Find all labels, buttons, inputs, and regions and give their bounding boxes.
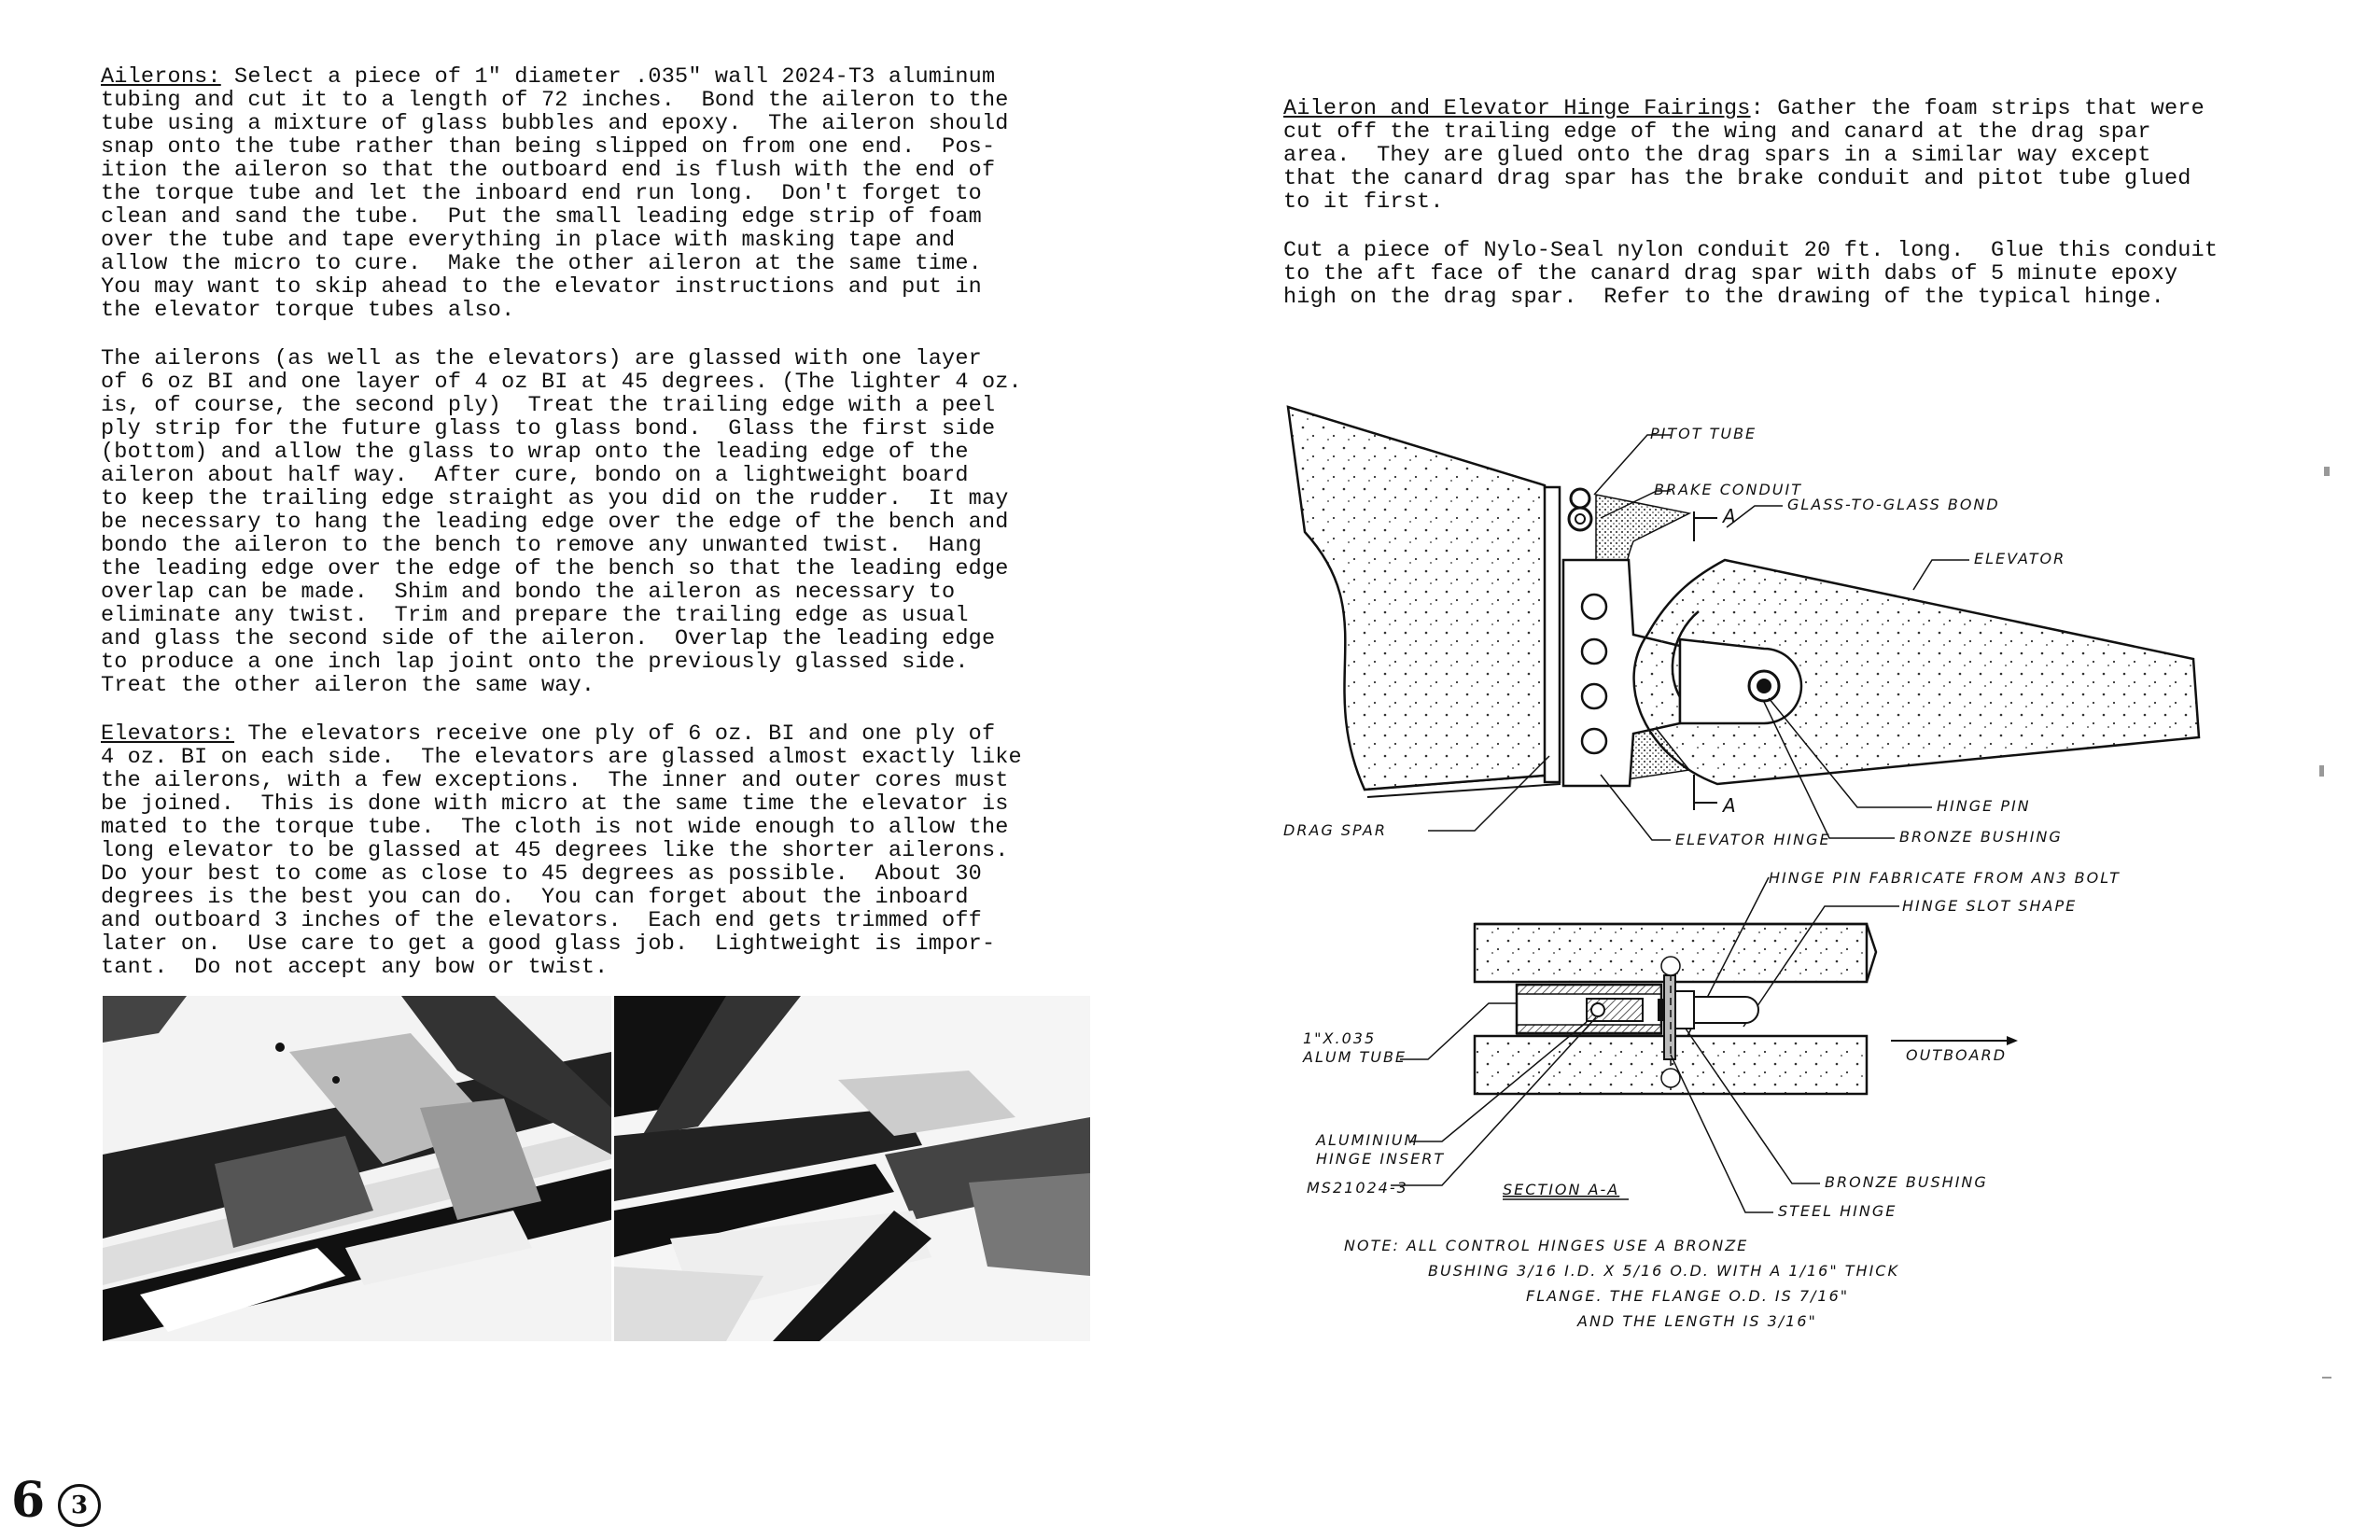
- label-ms-part: MS21024-3: [1307, 1179, 1408, 1197]
- label-bronze-bushing: BRONZE BUSHING: [1899, 828, 2063, 846]
- brake-conduit-icon: [1569, 508, 1591, 530]
- conduit-paragraph: Cut a piece of Nylo-Seal nylon conduit 20 ft. long. Glue this conduit to the aft face of the canard drag spar with dabs of 5 minute epoxy high on the drag spar. Refer to the drawing of the typical hinge.: [1283, 238, 2219, 310]
- note-line-4: AND THE LENGTH IS 3/16": [1577, 1312, 1817, 1330]
- label-drag-spar: DRAG SPAR: [1283, 821, 1387, 839]
- ailerons-paragraph: [101, 65, 1071, 322]
- bronze-bushing-section: [1675, 991, 1694, 1029]
- ailerons-heading: Ailerons:: [101, 64, 221, 90]
- ailerons-body: Select a piece of 1" diameter .035" wall 2024-T3 aluminum tubing and cut it to a length of 72 inches. Bond the aileron to the tube using a mixture of glass bubbles and epoxy. The aileron should snap onto the tube rather than being slipped on from one end. Pos- ition the aileron so that the outboard end is flush with the end of the torque tube and let the inboard end run long. Don't forget to clean and sand the tube. Put the small leading edge strip of foam over the tube and tape everything in place with masking tape and allow the micro to cure. Make the other aileron at the same time. You may want to skip ahead to the elevator instructions and put in the elevator torque tubes also.: [101, 64, 1009, 323]
- glassing-paragraph: The ailerons (as well as the elevators) are glassed with one layer of 6 oz BI and one layer of 4 oz BI at 45 degrees. (The lighter 4 oz. is, of course, the second ply) Treat the trailing edge with a peel ply strip for the future glass to glass bond. Glass the first side (bottom) and allow the glass to wrap onto the leading edge of the aileron about half way. After cure, bondo on a lightweight board to keep the trailing edge straight as you did on the rudder. It may be necessary to hang the leading edge over the edge of the bench and bondo the aileron to the bench to remove any unwanted twist. Hang the leading edge over the edge of the bench so that the leading edge overlap can be made. Shim and bondo the aileron as necessary to eliminate any twist. Trim and prepare the trailing edge as usual and glass the second side of the aileron. Overlap the leading edge to produce a one inch lap joint onto the previously glassed side. Treat the other aileron the same way.: [101, 346, 1022, 698]
- label-hinge-slot: HINGE SLOT SHAPE: [1902, 897, 2078, 915]
- left-text-column: [101, 65, 1071, 1004]
- photo-hands-glassing: [614, 996, 1090, 1341]
- right-text-column: [1283, 97, 2291, 334]
- label-elevator: ELEVATOR: [1974, 550, 2066, 567]
- section-mark-bottom: A: [1723, 794, 1738, 817]
- label-brake-conduit: BRAKE CONDUIT: [1654, 481, 1802, 498]
- scan-speck: [2319, 765, 2324, 777]
- label-tube-line2: ALUM TUBE: [1303, 1048, 1407, 1066]
- section-mark-top: A: [1723, 505, 1738, 527]
- label-insert-line2: HINGE INSERT: [1316, 1150, 1446, 1168]
- label-outboard: OUTBOARD: [1906, 1046, 2008, 1064]
- label-hinge-pin-fab: HINGE PIN FABRICATE FROM AN3 BOLT: [1769, 869, 2121, 887]
- pitot-tube-icon: [1571, 489, 1589, 508]
- note-line-2: BUSHING 3/16 I.D. X 5/16 O.D. WITH A 1/16" THICK: [1428, 1262, 1899, 1280]
- section-number-badge: 3: [58, 1484, 101, 1527]
- fairings-body: : Gather the foam strips that were cut off the trailing edge of the wing and canard at the drag spar area. They are glued onto the drag spars in a similar way except that the canard drag spar has the brake conduit and pitot tube glued to it first.: [1283, 96, 2205, 215]
- fairings-heading: Aileron and Elevator Hinge Fairings: [1283, 96, 1751, 121]
- note-line-3: FLANGE. THE FLANGE O.D. IS 7/16": [1526, 1287, 1850, 1305]
- note-line-1: NOTE: ALL CONTROL HINGES USE A BRONZE: [1344, 1237, 1749, 1254]
- fairings-paragraph: [1283, 97, 2291, 214]
- label-pitot-tube: PITOT TUBE: [1650, 425, 1757, 442]
- elevators-heading: Elevators:: [101, 721, 235, 747]
- hinge-diagram-svg: [1279, 401, 2212, 1344]
- workshop-photo-icon: [103, 996, 611, 1341]
- photo-aileron-tubes: [103, 996, 611, 1341]
- label-hinge-pin: HINGE PIN: [1937, 797, 2031, 815]
- label-elevator-hinge: ELEVATOR HINGE: [1675, 831, 1831, 848]
- label-bronze-bushing-2: BRONZE BUSHING: [1825, 1173, 1988, 1191]
- scan-speck: [2324, 467, 2330, 476]
- label-tube-line1: 1"X.035: [1303, 1029, 1377, 1047]
- hinge-drawing: [1279, 401, 2212, 1344]
- label-glass-bond: GLASS-TO-GLASS BOND: [1787, 496, 2000, 513]
- hinge-slot: [1694, 997, 1758, 1023]
- wing-foam-section: [1288, 407, 1555, 790]
- drag-spar: [1545, 487, 1560, 782]
- label-steel-hinge: STEEL HINGE: [1778, 1202, 1897, 1220]
- page-number: 6: [11, 1472, 46, 1529]
- steel-hinge: [1664, 975, 1675, 1059]
- elevators-paragraph: [101, 722, 1071, 979]
- label-insert-line1: ALUMINIUM: [1316, 1131, 1420, 1149]
- workshop-photo-icon: [614, 996, 1090, 1341]
- scan-speck: [2322, 1377, 2331, 1379]
- elevators-body: The elevators receive one ply of 6 oz. BI and one ply of 4 oz. BI on each side. The elevators are glassed almost exactly like the ailerons, with a few exceptions. The inner and outer cores must be joined. This is done with micro at the same time the elevator is mated to the torque tube. The cloth is not wide enough to allow the long elevator to be glassed at 45 degrees like the shorter ailerons. Do your best to come as close to 45 degrees as possible. About 30 degrees is the best you can do. You can forget about the inboard and outboard 3 inches of the elevators. Each end gets trimmed off later on. Use care to get a good glass job. Lightweight is impor- tant. Do not accept any bow or twist.: [101, 721, 1022, 980]
- label-section: SECTION A-A: [1503, 1181, 1620, 1198]
